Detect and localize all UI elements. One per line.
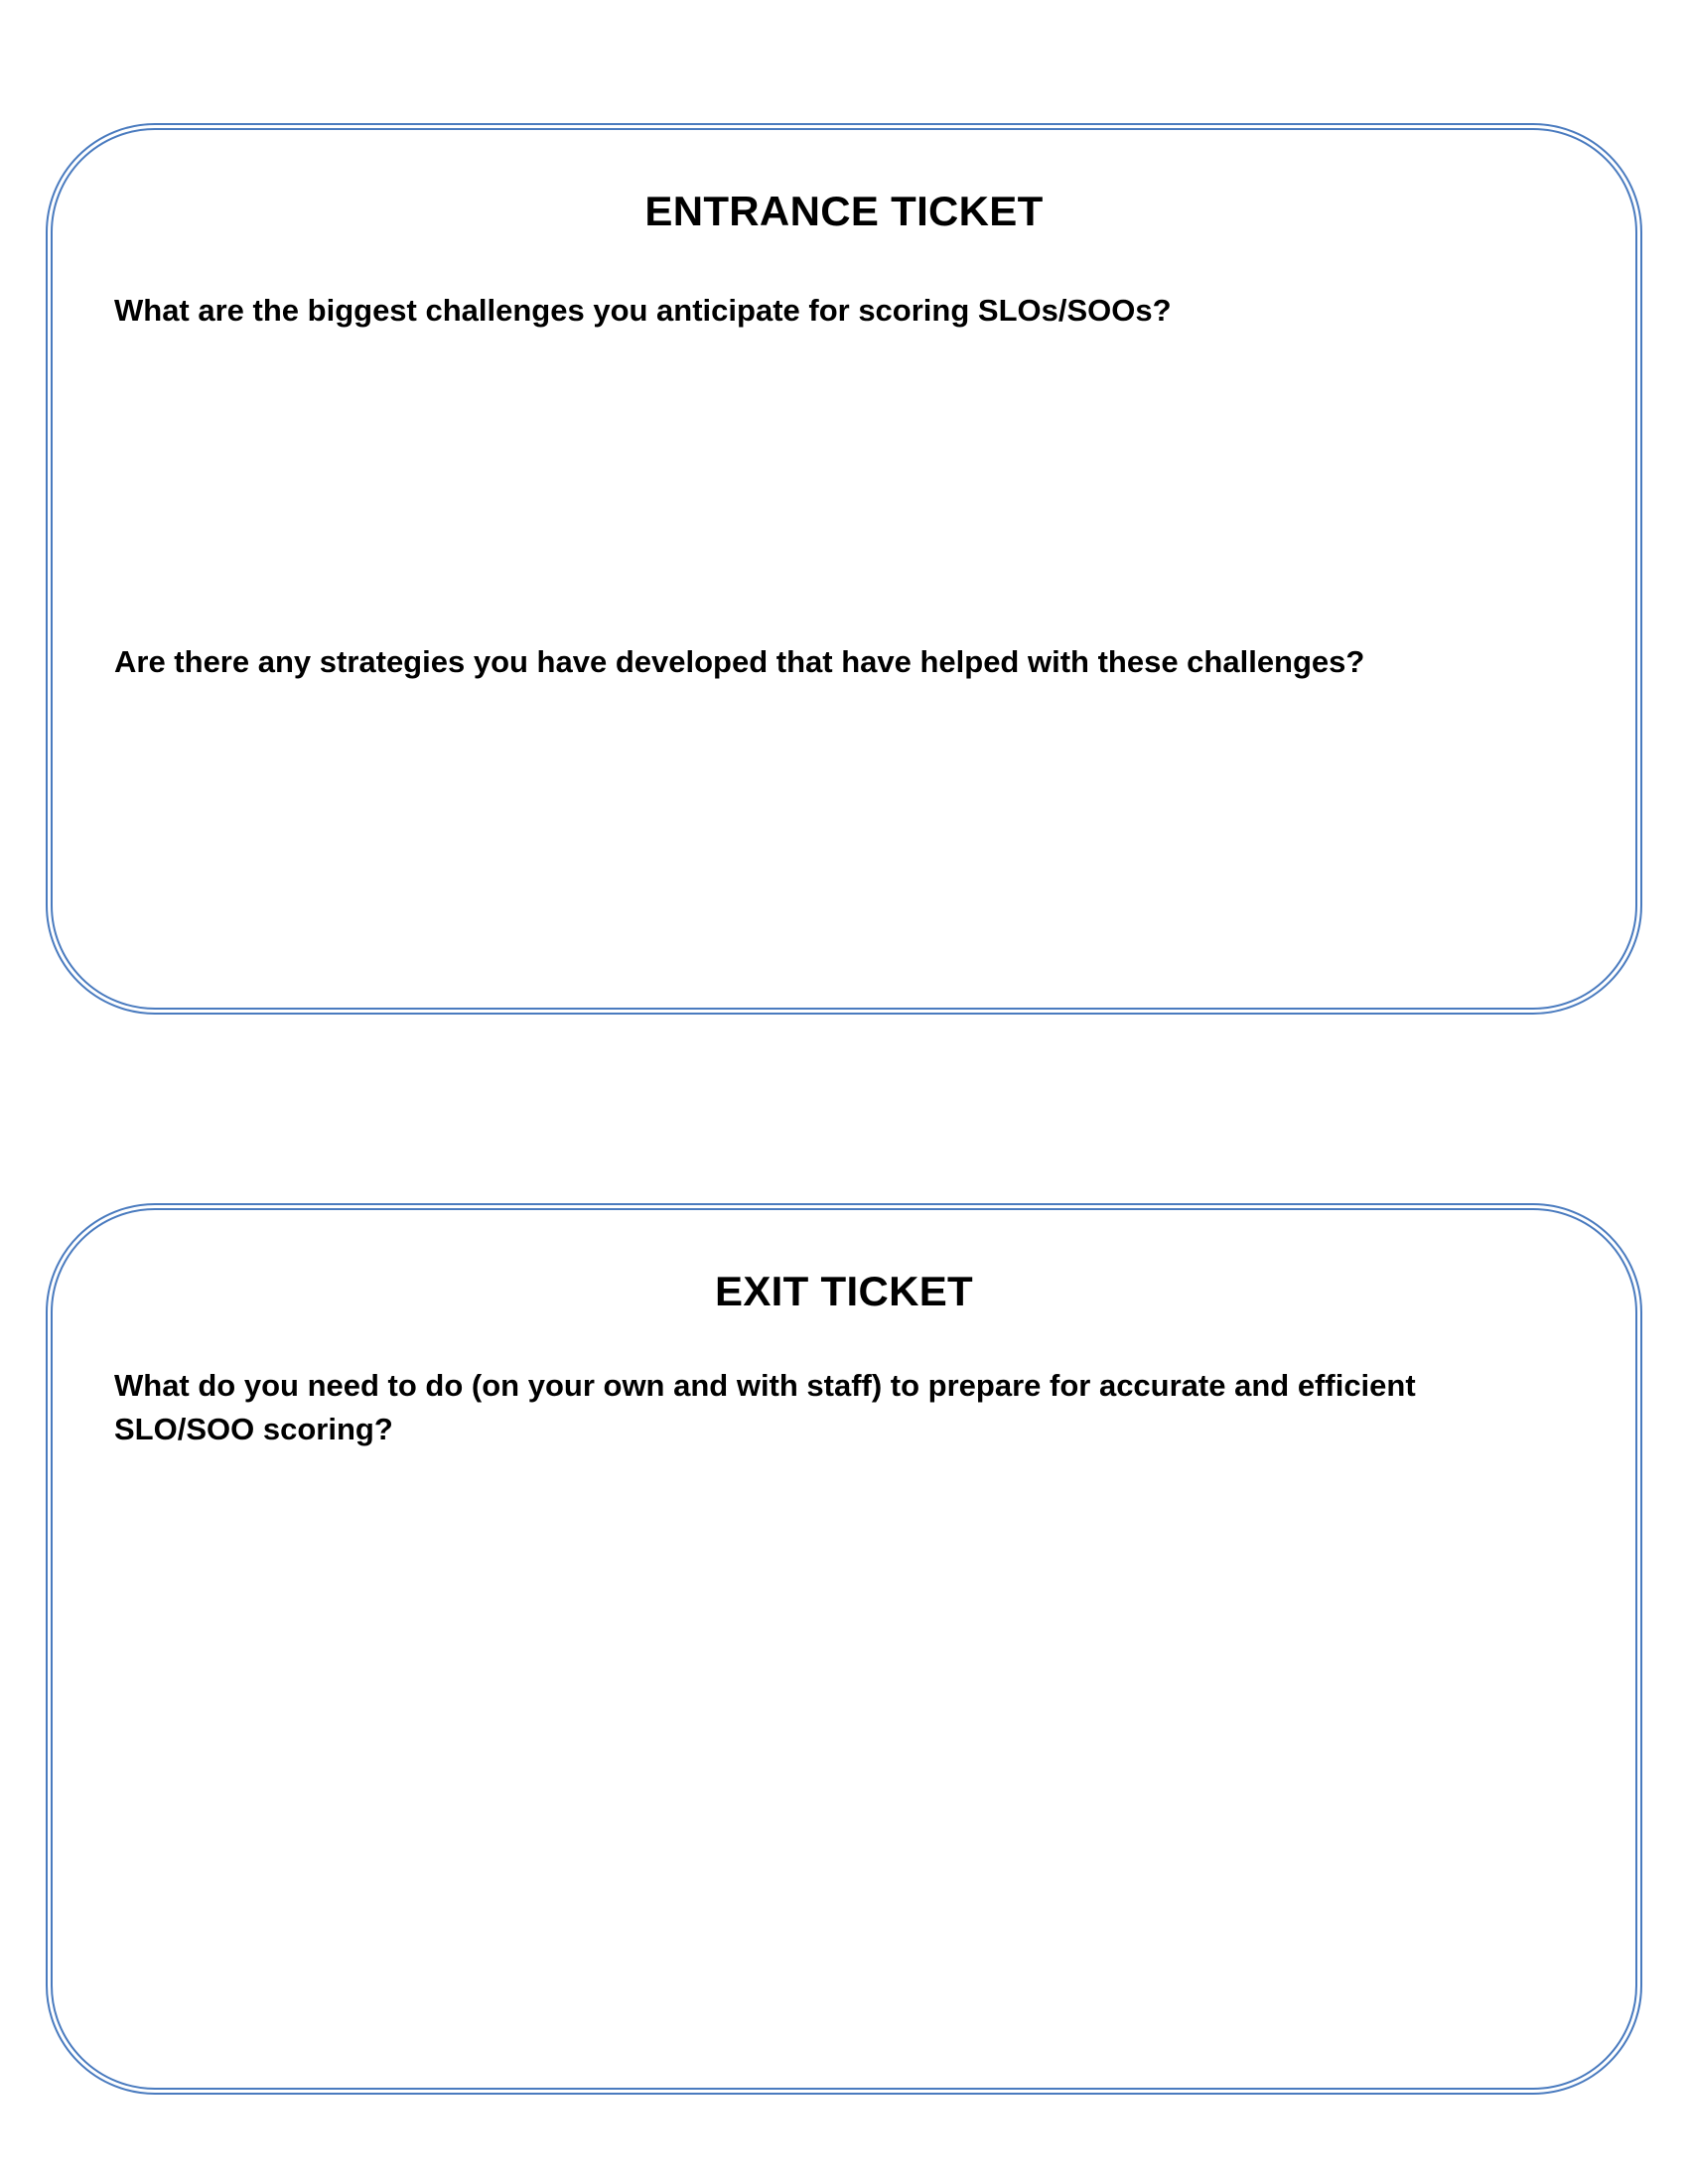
- entrance-answer-space-2: [114, 701, 1546, 979]
- entrance-ticket-card: [46, 123, 1642, 1015]
- exit-question-1: What do you need to do (on your own and with staff) to prepare for accurate and efficient SLO/SOO scoring?: [114, 1368, 1416, 1446]
- exit-ticket-card: [46, 1203, 1642, 2095]
- entrance-question-1: What are the biggest challenges you anticipate for scoring SLOs/SOOs?: [114, 293, 1172, 328]
- entrance-ticket-title: ENTRANCE TICKET: [644, 188, 1044, 234]
- exit-ticket-title: EXIT TICKET: [715, 1268, 973, 1314]
- exit-answer-space-1: [114, 1468, 1546, 2044]
- entrance-question-2: Are there any strategies you have developed that have helped with these challenges?: [114, 644, 1365, 679]
- entrance-answer-space-1: [114, 348, 1546, 616]
